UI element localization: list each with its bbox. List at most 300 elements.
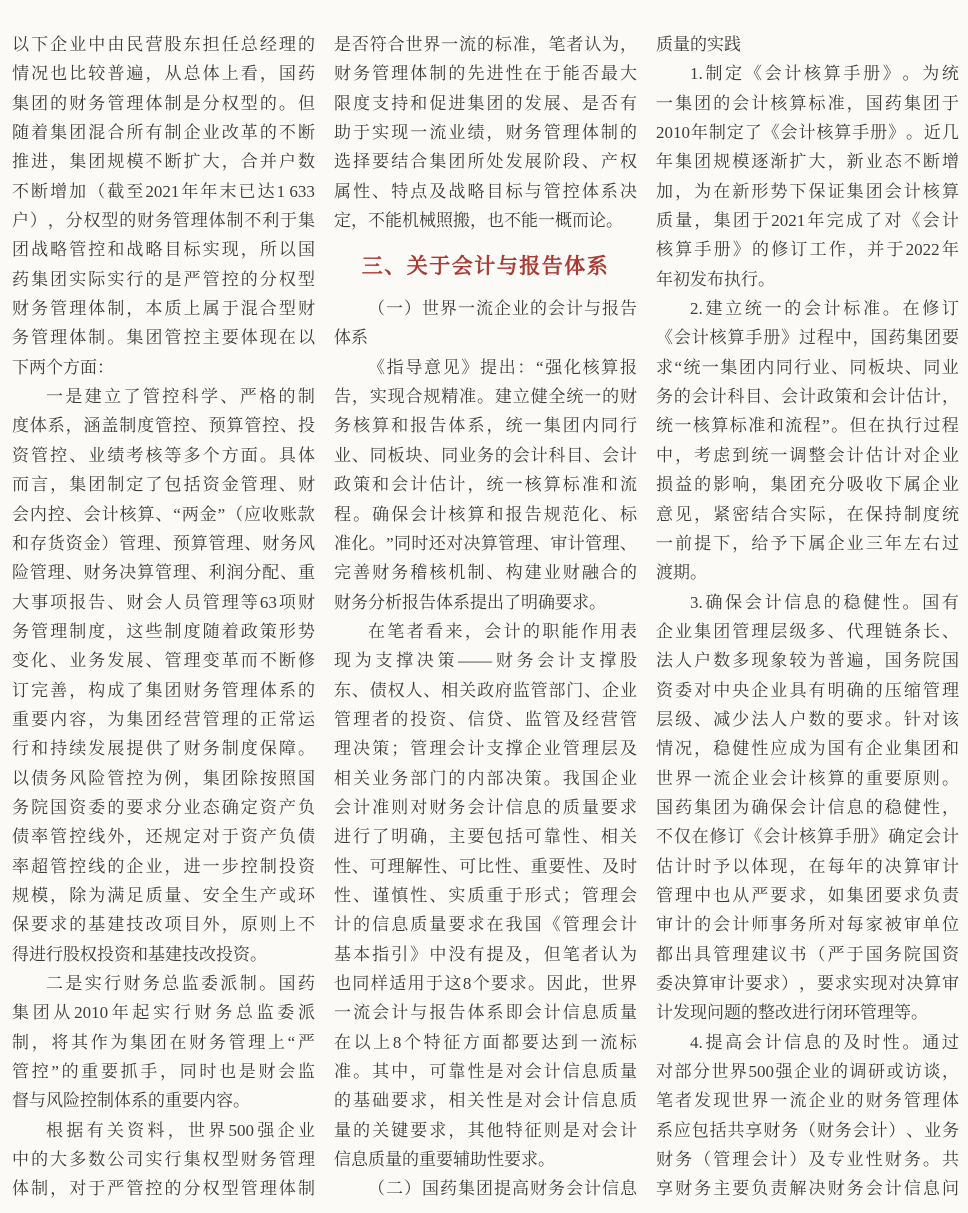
text-token: 较	[789, 651, 807, 671]
text-line: 年初发布执行。	[656, 269, 775, 289]
text-token: 会	[484, 621, 502, 641]
text-line	[656, 764, 959, 793]
text-token: 款	[297, 504, 315, 524]
text-token: 债	[297, 827, 315, 847]
text-token: 理	[334, 739, 351, 759]
text-token: 团	[448, 152, 466, 172]
text-token: 务	[353, 64, 371, 84]
text-token: 性	[922, 797, 940, 817]
text-token: 确	[846, 680, 864, 700]
text-line	[656, 177, 959, 206]
text-token: 要	[770, 885, 788, 905]
text-token: 支	[486, 739, 504, 759]
text-token: 处	[486, 152, 504, 172]
text-token: 稽	[410, 563, 428, 583]
text-token: （	[368, 1179, 385, 1199]
text-token: 中	[694, 885, 712, 905]
text-token: 建	[524, 563, 542, 583]
text-token: 药	[440, 1179, 457, 1199]
text-token: 多	[183, 445, 201, 465]
text-token: 于	[941, 93, 959, 113]
text-token: 级	[789, 621, 807, 641]
text-token: 计	[619, 915, 637, 935]
text-token: 财	[297, 592, 315, 612]
text-token: 正	[259, 709, 277, 729]
text-token: 计	[764, 1032, 782, 1052]
text-token: 财	[262, 533, 280, 553]
text-token: ）	[101, 533, 119, 553]
text-token: 家	[865, 915, 883, 935]
text-token: 权	[619, 152, 637, 172]
text-token: 制	[88, 328, 106, 348]
text-token: 集	[202, 768, 220, 788]
text-token: 对	[888, 974, 906, 993]
text-token: 大	[12, 592, 29, 612]
text-token: 务	[675, 1150, 693, 1170]
text-token: 审	[903, 915, 921, 935]
text-token: 右	[922, 533, 940, 553]
text-line	[656, 793, 959, 822]
text-token: 同	[600, 416, 618, 436]
text-token: 为	[88, 885, 106, 905]
text-token: ，	[846, 93, 864, 113]
text-token: 时	[199, 1062, 217, 1082]
text-token: 计	[486, 797, 504, 817]
text-token: 准	[459, 387, 477, 407]
text-token: 会	[827, 445, 845, 465]
text-token: 不	[259, 651, 277, 671]
text-token: 标	[808, 93, 826, 113]
text-token: 修	[922, 299, 940, 319]
text-token: 下	[713, 533, 731, 553]
text-token: 不	[12, 181, 29, 201]
text-token: 下	[789, 533, 807, 553]
text-token: 的	[240, 269, 258, 289]
text-token: 所	[126, 123, 144, 143]
text-token: 管	[410, 739, 428, 759]
text-token: 告	[620, 299, 637, 319]
text-token: 重	[298, 563, 315, 583]
text-token: 形	[524, 885, 542, 905]
text-token: 链	[884, 621, 902, 641]
text-token: 的	[846, 1091, 864, 1111]
text-token: 报	[410, 416, 428, 436]
text-token: 管	[142, 387, 160, 407]
text-token: 、	[429, 885, 447, 905]
text-line	[334, 294, 637, 323]
text-token: 技	[126, 915, 144, 935]
text-token: 算	[727, 328, 745, 348]
text-token: 严	[239, 387, 257, 407]
text-token: 笔	[656, 1091, 673, 1111]
text-token: 体	[941, 1091, 959, 1111]
text-token: 核	[709, 328, 727, 348]
text-token: 集	[69, 152, 87, 172]
text-token: 数	[88, 1150, 106, 1170]
text-token: 理	[172, 563, 190, 583]
text-token: 部	[486, 768, 504, 788]
text-token: ，	[429, 827, 447, 847]
text-token: 团	[164, 680, 182, 700]
text-token: 政	[477, 680, 494, 700]
text-token: 的	[494, 445, 512, 465]
text-token: 点	[410, 181, 428, 201]
text-token: 的	[259, 93, 277, 113]
text-token: 变	[202, 651, 220, 671]
text-token: 都	[656, 944, 673, 964]
text-token: 即	[505, 1003, 523, 1023]
text-token: 生	[240, 885, 258, 905]
text-token: 方	[462, 1032, 480, 1052]
text-token: 的	[259, 123, 277, 143]
section-heading: 三、关于会计与报告体系	[361, 254, 610, 278]
text-token: 高	[512, 1179, 529, 1199]
text-token: 实	[84, 974, 102, 993]
text-token: 享	[745, 1120, 763, 1140]
text-token: 实	[372, 123, 390, 143]
text-token: 算	[137, 504, 155, 524]
text-token: 的	[713, 93, 731, 113]
text-token: 会	[512, 445, 530, 465]
text-token: 略	[467, 181, 485, 201]
text-token: 现	[259, 328, 277, 348]
text-token: 于	[426, 974, 444, 993]
text-token: 要	[372, 152, 390, 172]
text-token: 会	[524, 1003, 542, 1023]
text-token: 性	[505, 64, 523, 84]
text-token: 学	[201, 387, 218, 407]
text-token: 财	[827, 1179, 845, 1199]
text-token: 抓	[120, 1062, 138, 1082]
text-token: 师	[751, 915, 769, 935]
text-line	[12, 411, 315, 440]
text-token: 对	[202, 827, 220, 847]
text-token: 求	[410, 1091, 428, 1111]
text-token: 算	[467, 504, 485, 524]
text-line	[12, 177, 315, 206]
text-token: 于	[752, 211, 770, 231]
text-token: 民	[126, 35, 144, 54]
text-token: 集	[31, 269, 49, 289]
text-token: 会	[524, 1062, 542, 1082]
text-token: （	[88, 181, 106, 201]
text-token: 年	[656, 152, 673, 172]
text-token: 实	[202, 240, 220, 260]
text-line	[334, 852, 637, 881]
text-token: 逐	[751, 152, 769, 172]
text-token: 于	[543, 64, 561, 84]
text-token: 权	[202, 1179, 220, 1199]
text-token: 产	[600, 152, 618, 172]
text-token: 在	[691, 827, 709, 847]
text-token: 告	[448, 1003, 466, 1023]
text-token: 策	[834, 387, 852, 407]
text-line	[12, 705, 315, 734]
text-token: 指	[372, 944, 390, 964]
text-token: 性	[566, 856, 584, 876]
text-token: 环	[297, 885, 315, 905]
text-token: ，	[259, 64, 277, 84]
text-token: 强	[257, 1120, 275, 1140]
text-token: 监	[181, 974, 199, 993]
text-token: 超	[31, 856, 49, 876]
text-token: 管	[119, 533, 137, 553]
text-token: 、	[183, 885, 201, 905]
text-token: 有	[941, 592, 959, 612]
text-token: 要	[31, 709, 49, 729]
text-token: 核	[429, 563, 447, 583]
text-token: 、	[351, 856, 369, 876]
text-token: 计	[799, 387, 816, 407]
text-token: 、	[190, 563, 208, 583]
text-token: 。	[107, 328, 125, 348]
text-line	[12, 294, 315, 323]
text-token: 问	[941, 1179, 959, 1199]
text-token: 流	[619, 475, 637, 495]
text-token: 管	[202, 592, 220, 612]
text-token: 与	[524, 181, 542, 201]
text-token: 会	[870, 387, 888, 407]
text-token: 会	[763, 827, 781, 847]
text-token: 稳	[843, 592, 861, 612]
text-token: 管	[172, 211, 190, 231]
text-token: 来	[445, 621, 463, 641]
text-token: 量	[619, 1003, 637, 1023]
text-token: 计	[101, 504, 119, 524]
text-token: 对	[410, 797, 428, 817]
text-token: 重	[486, 885, 504, 905]
text-token: 作	[90, 1032, 108, 1052]
text-token: 管	[31, 328, 49, 348]
text-token: 务	[101, 563, 119, 583]
text-token: 告	[88, 592, 106, 612]
text-token: 撑	[505, 739, 523, 759]
text-token: 核	[692, 416, 710, 436]
text-token: 健	[530, 387, 548, 407]
text-token: 适	[389, 974, 407, 993]
text-token: 计	[543, 1062, 561, 1082]
text-token: 给	[751, 533, 769, 553]
text-token: 体	[467, 1003, 485, 1023]
text-token: 集	[675, 152, 693, 172]
text-token: 金	[221, 475, 239, 495]
text-token: 核	[119, 504, 137, 524]
text-token: 涵	[83, 416, 101, 436]
text-token: 审	[656, 915, 673, 935]
text-token: 其	[71, 1032, 89, 1052]
text-token: 估	[906, 387, 924, 407]
text-token: 否	[600, 93, 618, 113]
text-token: 改	[221, 123, 239, 143]
text-token: 发	[524, 93, 542, 113]
text-token: 慎	[391, 885, 409, 905]
text-token: 为	[808, 739, 826, 759]
text-token: 要	[126, 797, 144, 817]
text-token: 务	[12, 621, 29, 641]
text-token: 情	[12, 64, 29, 84]
text-token: 一	[764, 299, 782, 319]
text-token: 管	[50, 856, 68, 876]
text-token: 团	[732, 211, 750, 231]
text-line	[334, 177, 637, 206]
text-token: 权	[202, 1150, 220, 1170]
text-token: 和	[941, 739, 959, 759]
text-token: ）	[404, 299, 421, 319]
text-token: 可	[524, 827, 542, 847]
text-token: 要	[100, 1062, 118, 1082]
text-line	[656, 1057, 959, 1086]
text-token: 情	[656, 739, 673, 759]
text-line	[12, 1116, 315, 1145]
text-token: 委	[277, 1003, 295, 1023]
text-token: 认	[584, 35, 602, 54]
text-token: 没	[448, 944, 466, 964]
text-token: 财	[69, 93, 87, 113]
text-token: 、	[244, 533, 262, 553]
text-token: 门	[429, 768, 447, 788]
text-token: ，	[221, 915, 239, 935]
text-line	[12, 265, 315, 294]
text-token: 2021	[145, 181, 180, 201]
text-token: 的	[694, 915, 712, 935]
text-token: 业	[619, 768, 637, 788]
text-line	[656, 1116, 959, 1145]
text-token: 控	[162, 387, 180, 407]
text-token: 会	[691, 387, 709, 407]
text-token: 要	[884, 768, 902, 788]
text-token: 立	[104, 387, 122, 407]
text-token: ）	[781, 974, 799, 993]
text-line	[334, 822, 637, 851]
text-token: 计	[557, 651, 575, 671]
text-line	[12, 118, 315, 147]
text-token: 虑	[713, 445, 731, 465]
text-token: 理	[190, 211, 208, 231]
text-token: 管	[619, 709, 637, 729]
text-token: 扩	[789, 152, 807, 172]
text-token: 断	[922, 152, 940, 172]
text-token: 。	[884, 709, 902, 729]
text-token: 性	[865, 1150, 883, 1170]
text-token: 的	[831, 1062, 848, 1082]
text-token: 求	[509, 974, 527, 993]
text-token: 2.	[690, 299, 703, 319]
text-token: 确	[705, 592, 723, 612]
text-token: 务	[524, 123, 542, 143]
text-token: 展	[524, 152, 542, 172]
text-token: 层	[656, 709, 673, 729]
text-token: 统	[656, 416, 673, 436]
text-token: 左	[903, 533, 921, 553]
text-token: 产	[259, 885, 277, 905]
text-token: 前	[675, 533, 693, 553]
text-token: 善	[50, 680, 68, 700]
text-token: 管	[31, 621, 49, 641]
text-token: 理	[922, 1091, 940, 1111]
text-token: 企	[183, 123, 201, 143]
text-token: 个	[202, 445, 220, 465]
text-token: 核	[799, 827, 816, 847]
text-token: 、	[65, 563, 83, 583]
text-token: 计	[781, 827, 799, 847]
text-line	[656, 235, 959, 264]
text-token: 估	[865, 445, 883, 465]
text-token: 质	[600, 1003, 618, 1023]
text-token: 言	[31, 475, 49, 495]
text-token: 世	[711, 1062, 729, 1082]
text-token: 集	[458, 1179, 475, 1199]
text-token: 》	[461, 357, 479, 377]
text-token: 界	[730, 1062, 747, 1082]
text-token: 下	[789, 181, 807, 201]
text-token: 模	[31, 885, 49, 905]
text-token: 所	[808, 915, 826, 935]
text-token: 不	[278, 123, 296, 143]
text-token: 手	[140, 1062, 158, 1082]
text-token: 财	[183, 680, 201, 700]
text-token: 政	[240, 621, 258, 641]
text-token: 控	[31, 1062, 49, 1082]
text-token: 、	[533, 533, 551, 553]
text-token: 看	[426, 621, 444, 641]
text-token: 业	[202, 123, 220, 143]
text-token: 制	[164, 123, 182, 143]
text-token: 体	[240, 328, 258, 348]
text-token: 中	[656, 445, 673, 465]
text-token: 算	[924, 974, 942, 993]
text-token: 利	[262, 211, 280, 231]
text-token: ，	[167, 1120, 185, 1140]
text-token: 总	[235, 1003, 253, 1023]
text-token: 了	[145, 475, 163, 495]
text-token: 团	[69, 123, 87, 143]
text-token: 、	[50, 651, 68, 671]
text-token: 二	[386, 1179, 403, 1199]
text-token: 规	[423, 387, 441, 407]
text-token: 制	[467, 563, 485, 583]
text-token: 、	[107, 592, 125, 612]
text-token: 控	[69, 827, 87, 847]
text-token: 现	[713, 1091, 731, 1111]
text-token: 可	[429, 1062, 447, 1082]
text-token: 有	[846, 739, 864, 759]
text-token: 末	[219, 181, 237, 201]
text-token: 者	[566, 35, 584, 54]
text-token: 准	[748, 416, 766, 436]
text-token: 监	[524, 709, 542, 729]
text-token: 质	[656, 211, 673, 231]
text-token: 重	[865, 768, 883, 788]
text-token: ，	[467, 475, 485, 495]
text-token: 财	[495, 651, 513, 671]
text-token: 专	[827, 1150, 845, 1170]
text-token: ，	[486, 123, 504, 143]
text-token: 息	[922, 1179, 940, 1199]
text-token: 委	[656, 974, 673, 993]
text-token: 理	[50, 328, 68, 348]
text-token: 融	[581, 563, 599, 583]
text-token: 、	[278, 475, 296, 495]
text-token: 的	[353, 1120, 371, 1140]
text-token: 计	[675, 915, 693, 935]
text-token: 业	[334, 445, 351, 465]
text-token: 务	[142, 974, 160, 993]
text-token: 度	[12, 416, 29, 436]
text-token: 可	[459, 856, 477, 876]
text-token: 已	[238, 181, 256, 201]
text-token: 财	[816, 1120, 834, 1140]
text-token: （	[694, 1150, 712, 1170]
